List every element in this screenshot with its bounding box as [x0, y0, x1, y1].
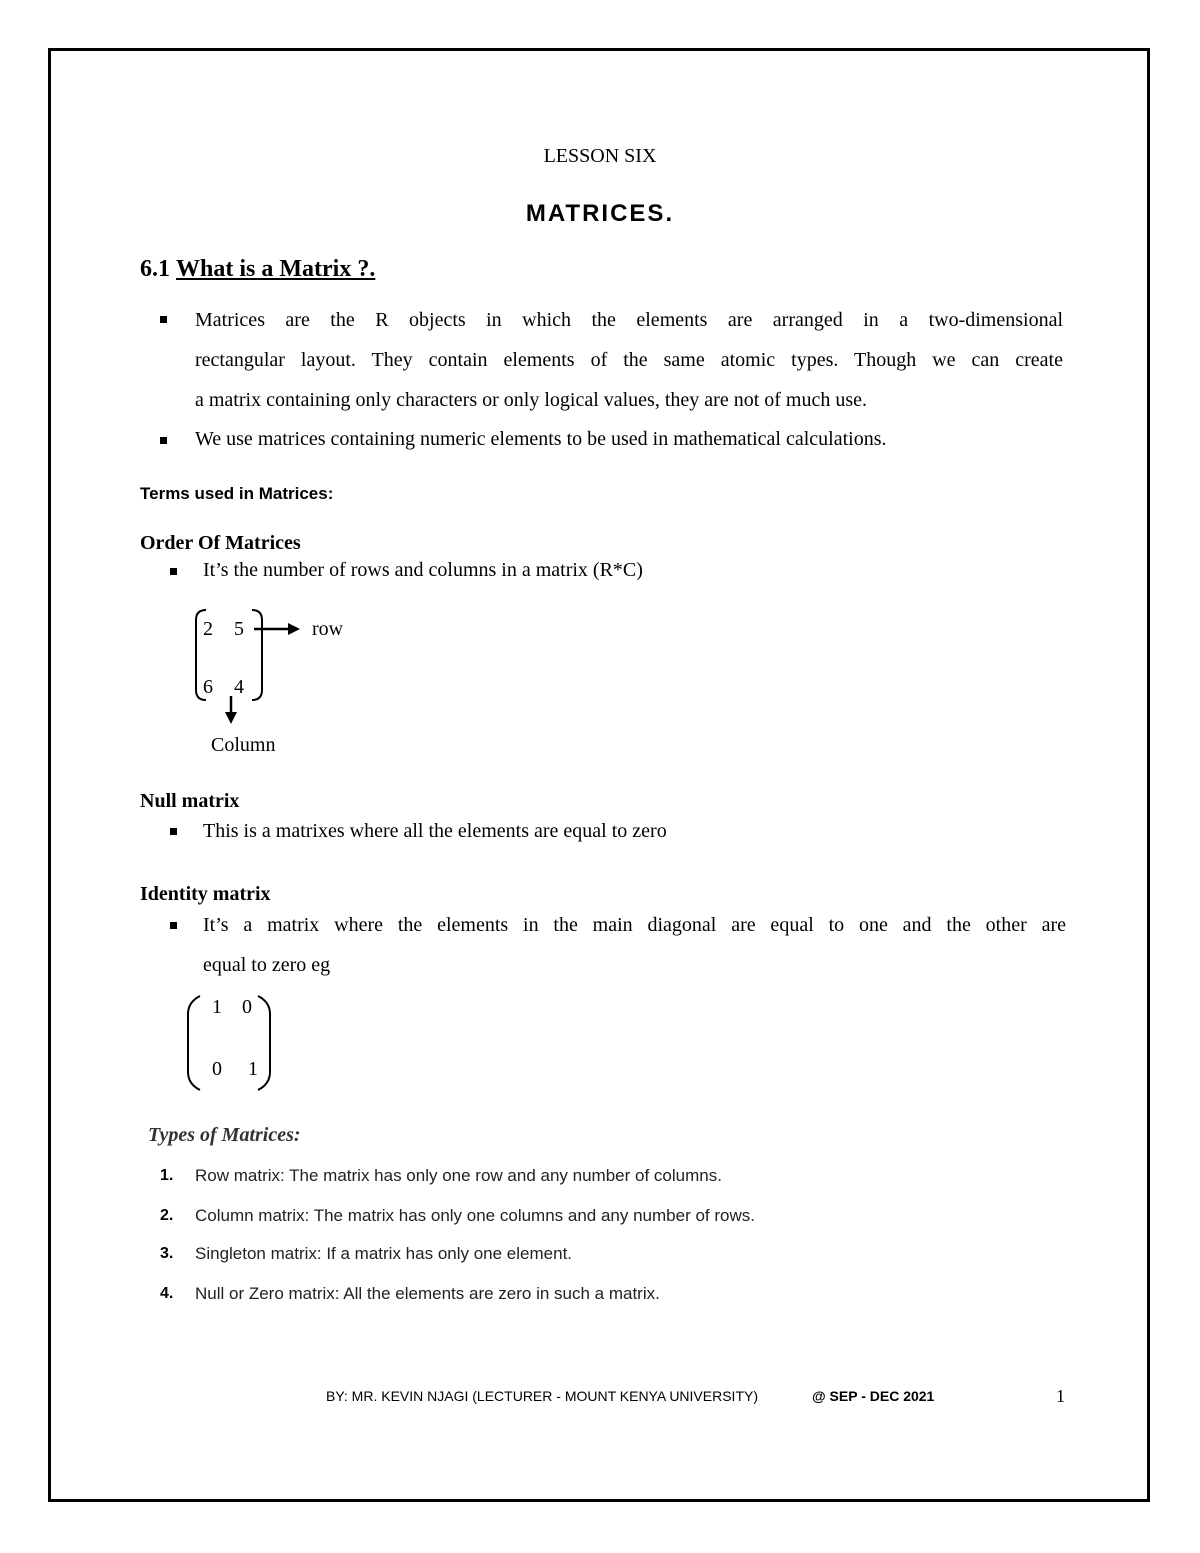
row-arrow-head: [288, 623, 300, 635]
section-number: 6.1: [140, 256, 170, 282]
list-number: 2.: [160, 1207, 174, 1224]
lesson-label: LESSON SIX: [543, 145, 657, 167]
order-heading: Order Of Matrices: [140, 532, 301, 554]
list-number: 4.: [160, 1285, 174, 1302]
identity-matrix-diagram: [184, 992, 284, 1096]
left-bracket: [188, 996, 200, 1090]
identity-line: equal to zero eg: [203, 954, 331, 976]
null-heading: Null matrix: [140, 790, 240, 812]
identity-heading: Identity matrix: [140, 883, 271, 905]
page-title: MATRICES.: [525, 200, 675, 227]
matrix-cell: 2: [203, 618, 213, 640]
list-number: 3.: [160, 1245, 174, 1262]
bullet-marker: [160, 437, 167, 444]
matrix-cell: 0: [212, 1058, 222, 1080]
list-item: Null or Zero matrix: All the elements are zero in such a matrix.: [195, 1284, 660, 1303]
list-item: Singleton matrix: If a matrix has only one element.: [195, 1244, 573, 1263]
row-label: row: [312, 618, 344, 640]
matrix-cell: 4: [234, 676, 244, 698]
footer-date: @ SEP - DEC 2021: [812, 1388, 935, 1404]
column-arrow-head: [225, 712, 237, 724]
section-title: What is a Matrix ?.: [176, 256, 376, 282]
terms-heading: Terms used in Matrices:: [140, 484, 334, 503]
page-number: 1: [1056, 1386, 1065, 1406]
right-bracket: [258, 996, 270, 1090]
bullet-paragraph: [195, 300, 1063, 420]
types-heading: Types of Matrices:: [148, 1124, 301, 1146]
column-label: Column: [211, 734, 276, 756]
bullet-line: Matrices are the R objects in which the elements are arranged in a two-dimensional: [195, 309, 1063, 331]
list-number: 1.: [160, 1167, 174, 1184]
bullet-marker: [170, 922, 177, 929]
matrix-cell: 5: [234, 618, 244, 640]
section-heading: [140, 256, 375, 283]
bullet-marker: [170, 568, 177, 575]
bullet-line: We use matrices containing numeric elements to be used in mathematical calculations.: [195, 428, 887, 450]
bullet-line: a matrix containing only characters or only logical values, they are not of much use.: [195, 389, 868, 411]
null-bullet: This is a matrixes where all the elements are equal to zero: [203, 820, 667, 842]
list-item: Column matrix: The matrix has only one columns and any number of rows.: [195, 1206, 755, 1225]
footer-author: BY: MR. KEVIN NJAGI (LECTURER - MOUNT KENYA UNIVERSITY): [326, 1388, 758, 1404]
matrix-cell: 0: [242, 996, 252, 1018]
bullet-marker: [170, 828, 177, 835]
identity-paragraph: [203, 905, 1066, 985]
order-matrix-diagram: [190, 604, 390, 724]
right-bracket: [252, 610, 262, 700]
bullet-marker: [160, 316, 167, 323]
identity-line: It’s a matrix where the elements in the main diagonal are equal to one and the other are: [203, 914, 1066, 936]
matrix-cell: 6: [203, 676, 213, 698]
bullet-line: rectangular layout. They contain elements of the same atomic types. Though we can create: [195, 349, 1063, 371]
list-item: Row matrix: The matrix has only one row and any number of columns.: [195, 1166, 722, 1185]
matrix-cell: 1: [248, 1058, 258, 1080]
matrix-cell: 1: [212, 996, 222, 1018]
order-bullet: It’s the number of rows and columns in a matrix (R*C): [203, 559, 643, 581]
